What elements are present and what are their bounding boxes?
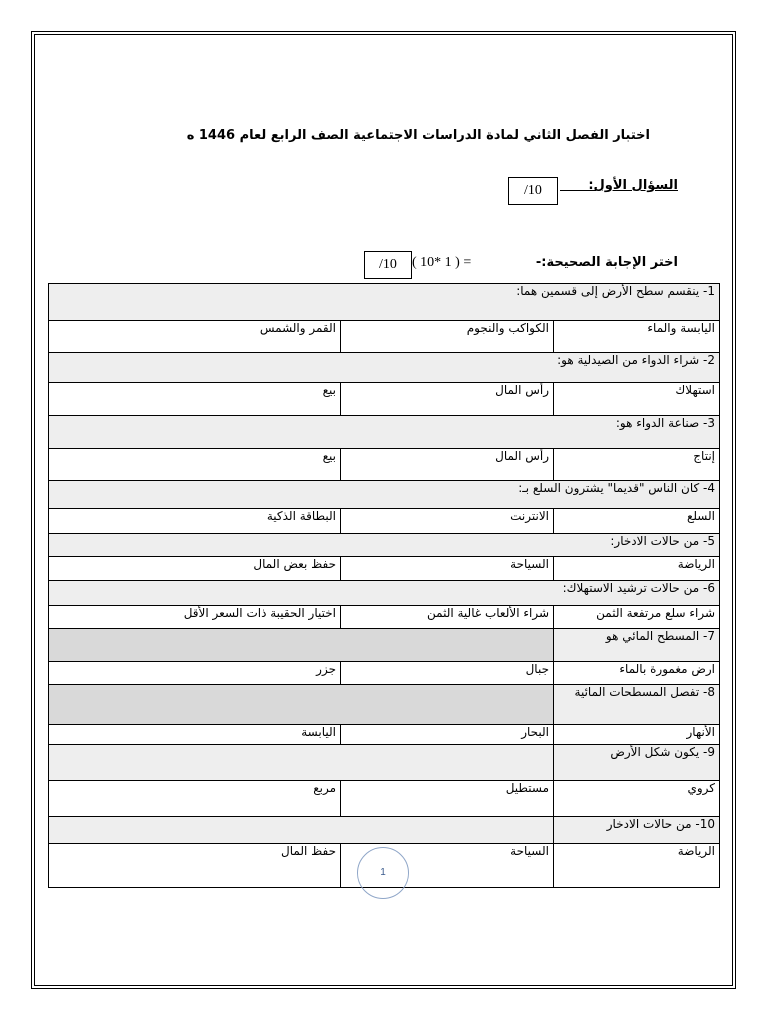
exam-title: اختبار الفصل الثاني لمادة الدراسات الاجتماعية الصف الرابع لعام 1446 ه (186, 128, 650, 143)
answer-option: مستطيل (341, 781, 554, 817)
answer-option: الكواكب والنجوم (341, 321, 554, 353)
answer-option: رأس المال (341, 449, 554, 481)
question-blank (49, 685, 554, 725)
question-row (49, 629, 720, 662)
question-blank (49, 817, 554, 844)
answer-option: حفظ بعض المال (49, 557, 341, 581)
question-1-heading: السؤال الأول: (588, 178, 678, 193)
question-text: 8- تفصل المسطحات المائية (554, 685, 720, 725)
answer-option: رأس المال (341, 383, 554, 416)
answer-row (49, 449, 720, 481)
answer-option: بيع (49, 383, 341, 416)
answer-option: جبال (341, 662, 554, 685)
question-text: 4- كان الناس "قديما" يشترون السلع بـ: (49, 481, 720, 509)
answer-option: اليابسة والماء (554, 321, 720, 353)
question-text: 1- ينقسم سطح الأرض إلى قسمين هما: (49, 284, 720, 321)
answer-option: ارض مغمورة بالماء (554, 662, 720, 685)
score-formula: ( 10* 1 ) = (412, 255, 472, 270)
question-text: 9- يكون شكل الأرض (554, 745, 720, 781)
question-text: 5- من حالات الادخار: (49, 534, 720, 557)
question-text: 10- من حالات الادخار (554, 817, 720, 844)
question-text: 7- المسطح المائي هو (554, 629, 720, 662)
answer-option: السياحة (341, 557, 554, 581)
question-row (49, 745, 720, 781)
question-row (49, 284, 720, 321)
question-blank (49, 745, 554, 781)
answer-row (49, 383, 720, 416)
answer-option: الرياضة (554, 844, 720, 888)
answer-row (49, 662, 720, 685)
answer-option: الرياضة (554, 557, 720, 581)
question-row (49, 534, 720, 557)
answer-option: السياحة (341, 844, 554, 888)
answer-option: البطاقة الذكية (49, 509, 341, 534)
answer-row (49, 781, 720, 817)
answer-row (49, 557, 720, 581)
answer-option: شراء سلع مرتفعة الثمن (554, 606, 720, 629)
question-blank (49, 629, 554, 662)
question-text: 2- شراء الدواء من الصيدلية هو: (49, 353, 720, 383)
answer-option: استهلاك (554, 383, 720, 416)
answer-row (49, 725, 720, 745)
answer-row (49, 509, 720, 534)
answer-option: حفظ المال (49, 844, 341, 888)
answer-option: الانترنت (341, 509, 554, 534)
answer-option: إنتاج (554, 449, 720, 481)
question-row (49, 685, 720, 725)
question-text: 3- صناعة الدواء هو: (49, 416, 720, 449)
answer-option: شراء الألعاب غالية الثمن (341, 606, 554, 629)
question-1-underline (560, 190, 596, 191)
answer-option: مربع (49, 781, 341, 817)
answer-option: البحار (341, 725, 554, 745)
answer-row (49, 606, 720, 629)
question-row (49, 353, 720, 383)
answer-option: بيع (49, 449, 341, 481)
answer-option: اختيار الحقيبة ذات السعر الأقل (49, 606, 341, 629)
answer-row (49, 321, 720, 353)
question-row (49, 581, 720, 606)
questions-table (48, 283, 720, 888)
answer-option: جزر (49, 662, 341, 685)
question-row (49, 817, 720, 844)
choose-score-box: /10 (364, 251, 412, 279)
answer-option: الأنهار (554, 725, 720, 745)
question-text: 6- من حالات ترشيد الاستهلاك: (49, 581, 720, 606)
choose-heading: اختر الإجابة الصحيحة:- (535, 255, 678, 270)
page-number-badge: 1 (357, 847, 409, 899)
question-row (49, 416, 720, 449)
answer-option: السلع (554, 509, 720, 534)
answer-option: القمر والشمس (49, 321, 341, 353)
question-1-score-box: /10 (508, 177, 558, 205)
question-row (49, 481, 720, 509)
answer-option: اليابسة (49, 725, 341, 745)
answer-option: كروي (554, 781, 720, 817)
